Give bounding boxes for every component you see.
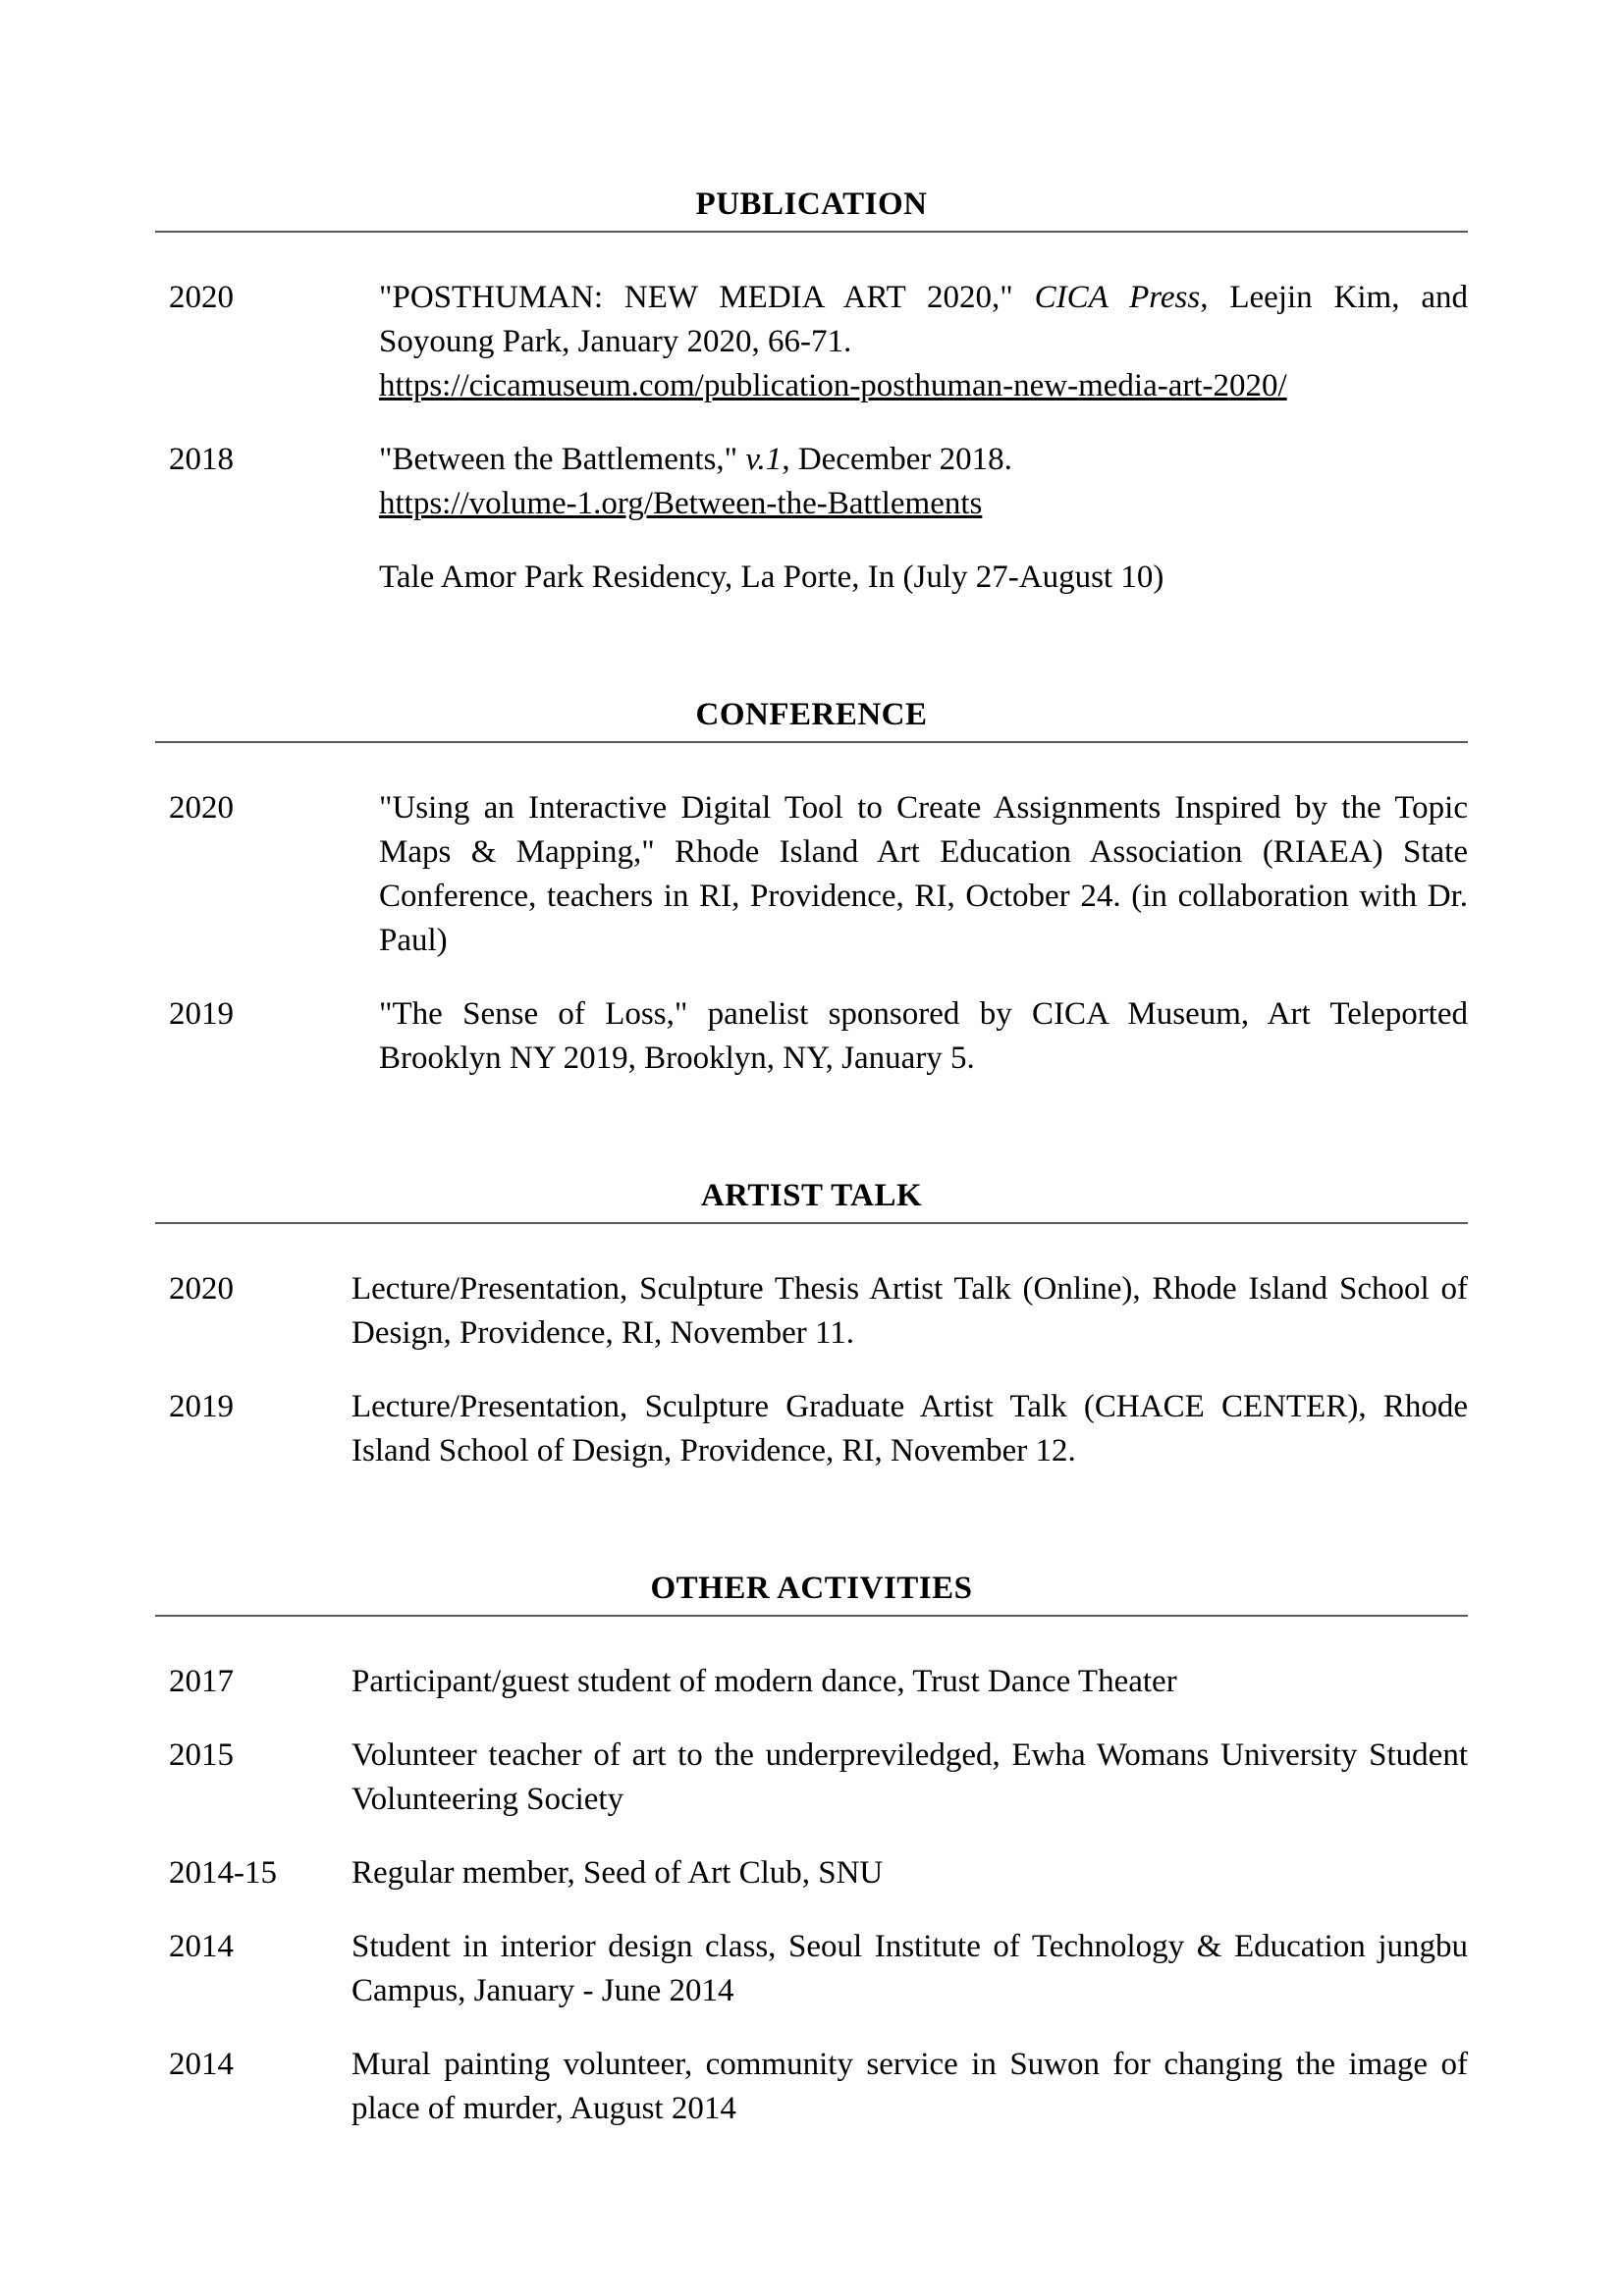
section-title-other-activities: OTHER ACTIVITIES [650,1571,973,1606]
entry-content [379,276,1468,408]
publication-link[interactable]: https://cicamuseum.com/publication-posthuman-new-media-art-2020/ [379,368,1287,403]
entry-year: 2019 [169,1389,234,1424]
entry-year: 2014-15 [169,1855,277,1891]
entry-text-part: "POSTHUMAN: NEW MEDIA ART 2020," [379,280,1035,315]
entry-text: Lecture/Presentation, Sculpture Thesis Artist Talk (Online), Rhode Island School of Design, Providence, RI, November 11. [352,1271,1468,1351]
section-divider [155,741,1468,743]
entry-text [379,438,1468,482]
section-artist-talk [155,1174,1468,1473]
entry-content [352,1734,1468,1822]
entry-text: Mural painting volunteer, community service in Suwon for changing the image of place of murder, August 2014 [352,2047,1468,2126]
entry-year: 2020 [169,280,234,315]
publication-entry-2020 [155,276,1468,408]
conference-entry-2020 [155,786,1468,963]
publication-entry-residency [155,556,1468,600]
other-activities-entry-2014-15 [155,1851,1468,1896]
section-publication [155,183,1468,600]
entry-text [379,276,1468,364]
entry-text: "The Sense of Loss," panelist sponsored by CICA Museum, Art Teleported Brooklyn NY 2019, Brooklyn, NY, January 5. [379,996,1468,1076]
entry-year: 2019 [169,996,234,1032]
other-activities-entry-2014-mural [155,2043,1468,2131]
publication-entry-2018 [155,438,1468,526]
entry-text-part: , Leejin Kim, and Soyoung Park, January 2020, 66-71. [379,280,1469,359]
entry-year: 2020 [169,790,234,826]
other-activities-entry-2015 [155,1734,1468,1822]
entry-text: Lecture/Presentation, Sculpture Graduate Artist Talk (CHACE CENTER), Rhode Island School of Design, Providence, RI, November 12. [352,1389,1468,1468]
entry-content [379,786,1468,963]
publication-link[interactable]: https://volume-1.org/Between-the-Battlements [379,486,983,521]
section-divider [155,1615,1468,1617]
section-title-publication: PUBLICATION [695,187,928,222]
section-divider [155,231,1468,233]
conference-entry-2019 [155,992,1468,1081]
entry-content [352,2043,1468,2131]
entry-text-part: , December 2018. [782,442,1012,477]
entry-year: 2014 [169,2047,234,2082]
entry-year: 2020 [169,1271,234,1307]
section-conference [155,693,1468,1081]
entry-text: Student in interior design class, Seoul Institute of Technology & Education jungbu Campus, January - June 2014 [352,1929,1468,2008]
section-title-artist-talk: ARTIST TALK [700,1178,923,1213]
entry-text-italic: CICA Press [1034,280,1201,315]
section-other-activities [155,1567,1468,2131]
other-activities-entry-2014-interior [155,1925,1468,2013]
entry-year [155,556,379,600]
section-title-conference: CONFERENCE [695,697,928,732]
entry-content [379,438,1468,526]
entry-text: Tale Amor Park Residency, La Porte, In (July 27-August 10) [379,560,1164,595]
entry-year: 2018 [169,442,234,477]
artist-talk-entry-2020 [155,1267,1468,1356]
entry-content [379,992,1468,1081]
entry-content [352,1385,1468,1473]
entry-content [352,1925,1468,2013]
entry-text-italic: v.1 [745,442,783,477]
entry-text: "Using an Interactive Digital Tool to Create Assignments Inspired by the Topic Maps & Mapping," Rhode Island Art Education Association (RIAEA) State Conference, teachers in RI, Providence, RI, October 24. (in collaboration with Dr. Paul) [379,790,1468,958]
entry-text: Regular member, Seed of Art Club, SNU [352,1855,884,1891]
entry-content [352,1660,1468,1704]
other-activities-entry-2017 [155,1660,1468,1704]
entry-content [379,556,1468,600]
entry-content [352,1267,1468,1356]
section-divider [155,1222,1468,1224]
entry-year: 2017 [169,1664,234,1699]
entry-year: 2014 [169,1929,234,1964]
artist-talk-entry-2019 [155,1385,1468,1473]
entry-text: Participant/guest student of modern dance, Trust Dance Theater [352,1664,1177,1699]
entry-year: 2015 [169,1737,234,1773]
entry-text: Volunteer teacher of art to the underpreviledged, Ewha Womans University Student Volunteering Society [352,1737,1468,1817]
entry-content [352,1851,1468,1896]
entry-text-part: "Between the Battlements," [379,442,746,477]
